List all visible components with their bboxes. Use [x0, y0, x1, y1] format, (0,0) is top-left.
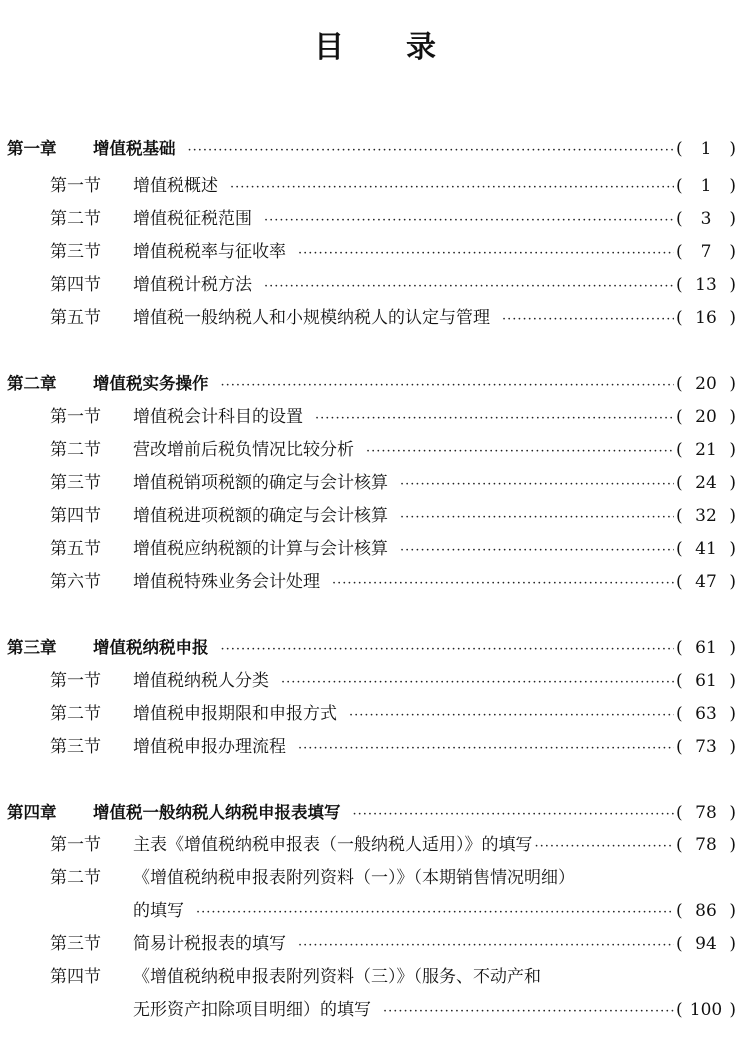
- section-title: 增值税税率与征收率: [133, 242, 286, 262]
- section-title: 增值税计税方法: [133, 275, 252, 295]
- page-number: ( 20 ): [676, 374, 736, 394]
- page-number: ( 86 ): [676, 901, 736, 921]
- toc-section-entry[interactable]: [0, 931, 750, 957]
- toc-section-entry[interactable]: [0, 964, 750, 990]
- page-number: ( 41 ): [676, 539, 736, 559]
- page-number: ( 78 ): [676, 835, 736, 855]
- toc-chapter-entry[interactable]: [0, 800, 750, 826]
- page-number: ( 1 ): [676, 139, 736, 159]
- section-label: 第三节: [50, 737, 101, 757]
- chapter-title: 增值税纳税申报: [93, 638, 209, 657]
- dot-leader: [349, 703, 674, 729]
- section-title: 增值税纳税人分类: [133, 671, 269, 691]
- toc-section-entry[interactable]: [0, 470, 750, 496]
- section-label: 第三节: [50, 934, 101, 954]
- toc-section-entry[interactable]: [0, 305, 750, 331]
- toc-chapter-entry[interactable]: [0, 371, 750, 397]
- section-label: 第五节: [50, 308, 101, 328]
- section-label: 第四节: [50, 967, 101, 987]
- toc-section-entry[interactable]: [0, 832, 750, 858]
- page-number: ( 73 ): [676, 737, 736, 757]
- page-number: ( 47 ): [676, 572, 736, 592]
- section-title-continued: 的填写: [133, 901, 184, 921]
- dot-leader: [298, 736, 674, 762]
- toc-section-entry[interactable]: [0, 503, 750, 529]
- page-number: ( 13 ): [676, 275, 736, 295]
- dot-leader: [366, 439, 674, 465]
- page-number: ( 32 ): [676, 506, 736, 526]
- section-label: 第一节: [50, 835, 101, 855]
- section-label: 第三节: [50, 473, 101, 493]
- section-label: 第六节: [50, 572, 101, 592]
- page-number: ( 21 ): [676, 440, 736, 460]
- section-label: 第五节: [50, 539, 101, 559]
- section-title: 主表《增值税纳税申报表（一般纳税人适用）》的填写: [133, 835, 533, 855]
- dot-leader: [264, 208, 674, 234]
- chapter-label: 第一章: [7, 139, 57, 158]
- section-title: 增值税概述: [133, 176, 218, 196]
- chapter-title: 增值税基础: [93, 139, 176, 158]
- section-title: 增值税进项税额的确定与会计核算: [133, 506, 388, 526]
- page-number: ( 16 ): [676, 308, 736, 328]
- section-title: 增值税销项税额的确定与会计核算: [133, 473, 388, 493]
- dot-leader: [221, 373, 675, 399]
- section-title: 简易计税报表的填写: [133, 934, 286, 954]
- dot-leader: [535, 834, 675, 860]
- dot-leader: [400, 472, 674, 498]
- dot-leader: [264, 274, 674, 300]
- dot-leader: [188, 138, 675, 164]
- section-label: 第四节: [50, 275, 101, 295]
- toc-chapter-entry[interactable]: [0, 635, 750, 661]
- section-label: 第二节: [50, 209, 101, 229]
- section-label: 第二节: [50, 440, 101, 460]
- section-title: 《增值税纳税申报表附列资料（三）》（服务、不动产和: [133, 967, 541, 987]
- toc-section-entry[interactable]: [0, 734, 750, 760]
- toc-section-entry[interactable]: [0, 569, 750, 595]
- chapter-label: 第四章: [7, 803, 57, 822]
- section-label: 第二节: [50, 704, 101, 724]
- chapter-label: 第二章: [7, 374, 57, 393]
- chapter-title: 增值税实务操作: [93, 374, 209, 393]
- section-label: 第二节: [50, 868, 101, 888]
- dot-leader: [332, 571, 674, 597]
- section-title: 增值税申报办理流程: [133, 737, 286, 757]
- section-title: 增值税应纳税额的计算与会计核算: [133, 539, 388, 559]
- title-char-left: 目: [314, 30, 344, 65]
- page-number: ( 61 ): [676, 671, 736, 691]
- dot-leader: [315, 406, 674, 432]
- toc-section-entry[interactable]: [0, 536, 750, 562]
- page-number: ( 63 ): [676, 704, 736, 724]
- page-number: ( 100 ): [676, 1000, 736, 1020]
- section-title: 《增值税纳税申报表附列资料（一）》（本期销售情况明细）: [133, 868, 575, 888]
- page-number: ( 94 ): [676, 934, 736, 954]
- toc-section-entry[interactable]: [0, 404, 750, 430]
- title-char-right: 录: [406, 30, 436, 65]
- section-title: 增值税征税范围: [133, 209, 252, 229]
- section-title-continued: 无形资产扣除项目明细）的填写: [133, 1000, 371, 1020]
- toc-section-entry[interactable]: [0, 437, 750, 463]
- dot-leader: [400, 505, 674, 531]
- dot-leader: [400, 538, 674, 564]
- toc-section-entry[interactable]: [0, 272, 750, 298]
- toc-section-entry[interactable]: [0, 239, 750, 265]
- toc-section-entry-continued[interactable]: [0, 997, 750, 1023]
- page-number: ( 20 ): [676, 407, 736, 427]
- section-label: 第一节: [50, 671, 101, 691]
- toc-section-entry[interactable]: [0, 206, 750, 232]
- page-number: ( 24 ): [676, 473, 736, 493]
- section-label: 第四节: [50, 506, 101, 526]
- section-title: 增值税申报期限和申报方式: [133, 704, 337, 724]
- toc-section-entry[interactable]: [0, 865, 750, 891]
- toc-section-entry-continued[interactable]: [0, 898, 750, 924]
- section-title: 增值税特殊业务会计处理: [133, 572, 320, 592]
- chapter-title: 增值税一般纳税人纳税申报表填写: [93, 803, 341, 822]
- toc-section-entry[interactable]: [0, 701, 750, 727]
- section-label: 第一节: [50, 176, 101, 196]
- section-title: 营改增前后税负情况比较分析: [133, 440, 354, 460]
- chapter-label: 第三章: [7, 638, 57, 657]
- toc-section-entry[interactable]: [0, 173, 750, 199]
- dot-leader: [298, 241, 674, 267]
- dot-leader: [221, 637, 675, 663]
- page-number: ( 1 ): [676, 176, 736, 196]
- section-label: 第一节: [50, 407, 101, 427]
- toc-chapter-entry[interactable]: [0, 136, 750, 162]
- dot-leader: [502, 307, 674, 333]
- dot-leader: [353, 802, 675, 828]
- dot-leader: [298, 933, 674, 959]
- dot-leader: [196, 900, 674, 926]
- toc-section-entry[interactable]: [0, 668, 750, 694]
- dot-leader: [383, 999, 674, 1025]
- page-number: ( 7 ): [676, 242, 736, 262]
- section-title: 增值税一般纳税人和小规模纳税人的认定与管理: [133, 308, 490, 328]
- page-number: ( 78 ): [676, 803, 736, 823]
- page-number: ( 61 ): [676, 638, 736, 658]
- section-title: 增值税会计科目的设置: [133, 407, 303, 427]
- section-label: 第三节: [50, 242, 101, 262]
- dot-leader: [230, 175, 674, 201]
- dot-leader: [281, 670, 674, 696]
- page-number: ( 3 ): [676, 209, 736, 229]
